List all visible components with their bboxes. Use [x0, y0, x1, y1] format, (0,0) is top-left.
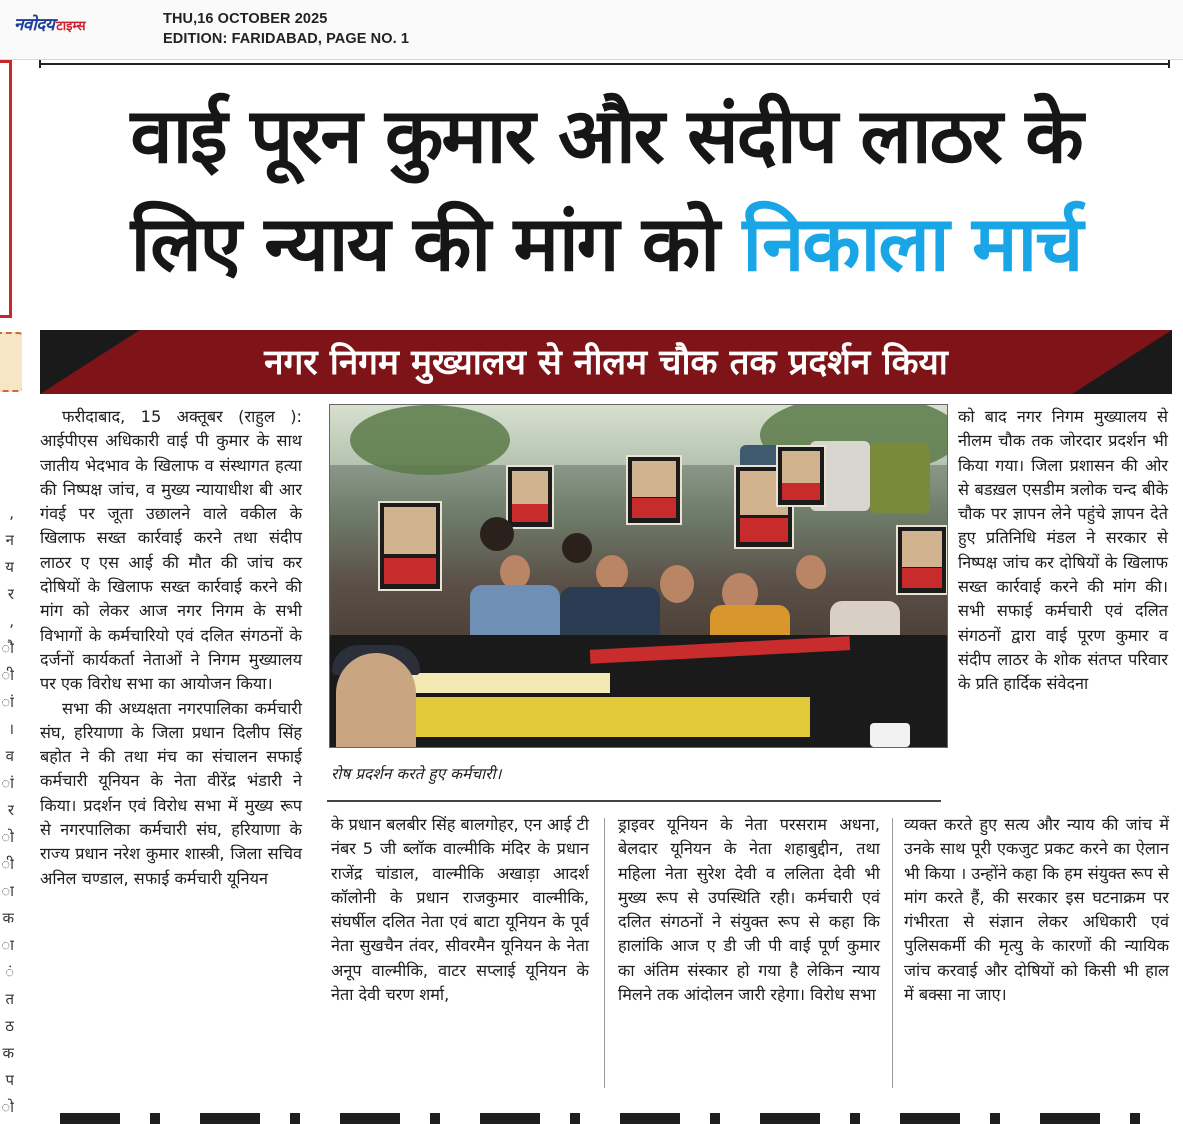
photo-placard	[378, 501, 442, 591]
photo-person	[480, 517, 514, 551]
photo-placard	[776, 445, 826, 507]
column-4-paragraph-top: को बाद नगर निगम मुख्यालय से नीलम चौक तक जोरदार प्रदर्शन भी किया गया। जिला प्रशासन की ओर से बडख़ल एसडीम त्रलोक चन्द बीके चौक पर ज्ञापन लेने पहुंचे ज्ञापन देते हुए प्रतिनिधि मंडल ने सरकार से निष्पक्ष जांच कर दोषियों के खिलाफ सख्त कार्रवाई करने की मांग की। सभी सफाई कर्मचारी एवं दलित संगठनों द्वारा वाई पूरण कुमार व संदीप लाठर के शोक संतप्त परिवार के प्रति हार्दिक संवेदना	[958, 407, 1168, 694]
edition-info	[163, 9, 409, 49]
photo-banner-number	[870, 723, 910, 747]
column-2-paragraph: के प्रधान बलबीर सिंह बालगोहर, एन आई टी नंबर 5 जी ब्लॉक वाल्मीकि मंदिर के प्रधान राजेंद्र चांडाल, वाल्मीकि अखाड़ा आदर्श कॉलोनी के प्रधान राजकुमार वाल्मीकि, संघर्षील दलित नेता एवं बाटा यूनियन के पूर्व नेता सुखचैन तंवर, सीवरमैन यूनियन के नेता अनूप वाल्मीकि, वाटर सप्लाई यूनियन के नेता देवी चरण शर्मा,	[331, 815, 589, 1005]
photo-placard	[626, 455, 682, 525]
edition-page: EDITION: FARIDABAD, PAGE NO. 1	[163, 31, 410, 47]
edition-date: THU,16 OCTOBER 2025	[163, 11, 328, 27]
subheadline: नगर निगम मुख्यालय से नीलम चौक तक प्रदर्शन किया	[264, 343, 948, 383]
photo-person	[596, 555, 628, 591]
photo-banner-strip	[410, 673, 610, 693]
column-1-paragraph-2: सभा की अध्यक्षता नगरपालिका कर्मचारी संघ, हरियाणा के जिला प्रधान दिलीप सिंह बहोत ने की तथा मंच का संचालन सफाई कर्मचारी यूनियन के नेता वीरेंद्र भंडारी ने किया। प्रदर्शन एवं विरोध सभा में मुख्य रूप से नगरपालिका कर्मचारी संघ, हरियाणा के राज्य प्रधान नरेश कुमार शास्त्री, जिला सचिव अनिल चण्डाल, सफाई कर्मचारी यूनियन	[40, 698, 302, 888]
adjacent-red-box	[0, 60, 12, 318]
next-headline-glyphs	[60, 1113, 1180, 1124]
logo-wordmark: नवोदय	[14, 15, 55, 35]
photo-tree	[350, 405, 510, 475]
article-column-4-bottom	[904, 813, 1169, 1007]
headline-line-2	[36, 190, 1176, 298]
article-column-4-top	[958, 405, 1168, 697]
photo-officer-portrait	[336, 653, 416, 748]
headline-accent: निकाला मार्च	[742, 199, 1082, 288]
adjacent-yellow-box	[0, 332, 22, 392]
article-frame-rule	[39, 63, 1170, 67]
photo-caption: रोष प्रदर्शन करते हुए कर्मचारी।	[331, 765, 502, 783]
photo-person	[562, 533, 592, 563]
photo-person	[500, 555, 530, 589]
edition-header	[0, 0, 1183, 60]
column-4-paragraph-bottom: व्यक्त करते हुए सत्य और न्याय की जांच में उनके साथ पूरी एकजुट प्रकट करने का ऐलान भी किया । उन्होंने कहा कि हम संयुक्त रूप से मांग करते हैं, की सरकार इस घटनाक्रम पर गंभीरता से संज्ञान लेकर अधिकारी एवं पुलिसकर्मी की मृत्यु के कारणों की न्यायिक जांच करवाई और दोषियों को किसी भी हाल में बक्सा ना जाए।	[904, 815, 1169, 1005]
headline-line-2-prefix: लिए न्याय की मांग को	[130, 199, 718, 288]
column-3-paragraph: ड्राइवर यूनियन के नेता परसराम अधना, बेलदार यूनियन के नेता शहाबुद्दीन, तथा महिला नेता सुरेश देवी व ललिता देवी भी मुख्य रूप से उपस्थिति रही। कर्मचारी एवं दलित संगठनों ने संयुक्त रूप से कहा कि हालांकि आज ए डी जी पी वाई पूर्ण कुमार का अंतिम संस्कार हो गया है लेकिन न्याय मिलने तक आंदोलन जारी रहेगा। विरोध सभा	[618, 815, 880, 1005]
photo-vehicle	[870, 443, 930, 513]
column-separator	[892, 818, 893, 1088]
article-column-1	[40, 405, 302, 891]
logo-suffix: टाइम्स	[56, 19, 86, 34]
subheadline-banner	[40, 330, 1172, 394]
photo-person	[796, 555, 826, 589]
article-column-3	[618, 813, 880, 1007]
column-divider-rule	[327, 800, 941, 802]
article-frame-right	[1168, 60, 1170, 68]
column-1-paragraph-1: फरीदाबाद, 15 अक्तूबर (राहुल ): आईपीएस अधिकारी वाई पी कुमार के साथ जातीय भेदभाव के खिलाफ व संस्थागत हत्या की निष्पक्ष जांच, व मुख्य न्यायाधीश बी आर गंवई पर जूता उछालने वाले वकील के खिलाफ सख्त कार्रवाई करने तथा संदीप लाठर ए एस आई की मौत की जांच कर दोषियों के खिलाफ सख्त कार्रवाई करने की मांग को लेकर आज नगर निगम के सभी विभागों के कर्मचारियो एवं दलित संगठनों के दर्जनों कार्यकर्ता नेताओं ने निगम मुख्यालय पर एक विरोध सभा का आयोजन किया।	[40, 407, 302, 694]
adjacent-page-edge	[0, 60, 22, 1124]
article-photo[interactable]	[329, 404, 948, 748]
article-frame-left	[39, 60, 41, 68]
photo-placard	[896, 525, 948, 595]
article-headline	[36, 82, 1176, 298]
column-separator	[604, 818, 605, 1088]
headline-line-1: वाई पूरन कुमार और संदीप लाठर के	[130, 91, 1082, 180]
adjacent-text-fragments: , न य र , ौ ी ां । व ां र ो ी ा क ा ं त ठ क प ो	[1, 504, 14, 1116]
next-headline-cutoff	[60, 1103, 1180, 1124]
article-column-2	[331, 813, 589, 1007]
photo-placard	[506, 465, 554, 529]
photo-person	[660, 565, 694, 603]
newspaper-logo[interactable]	[14, 12, 86, 36]
photo-banner-strip	[410, 697, 810, 737]
